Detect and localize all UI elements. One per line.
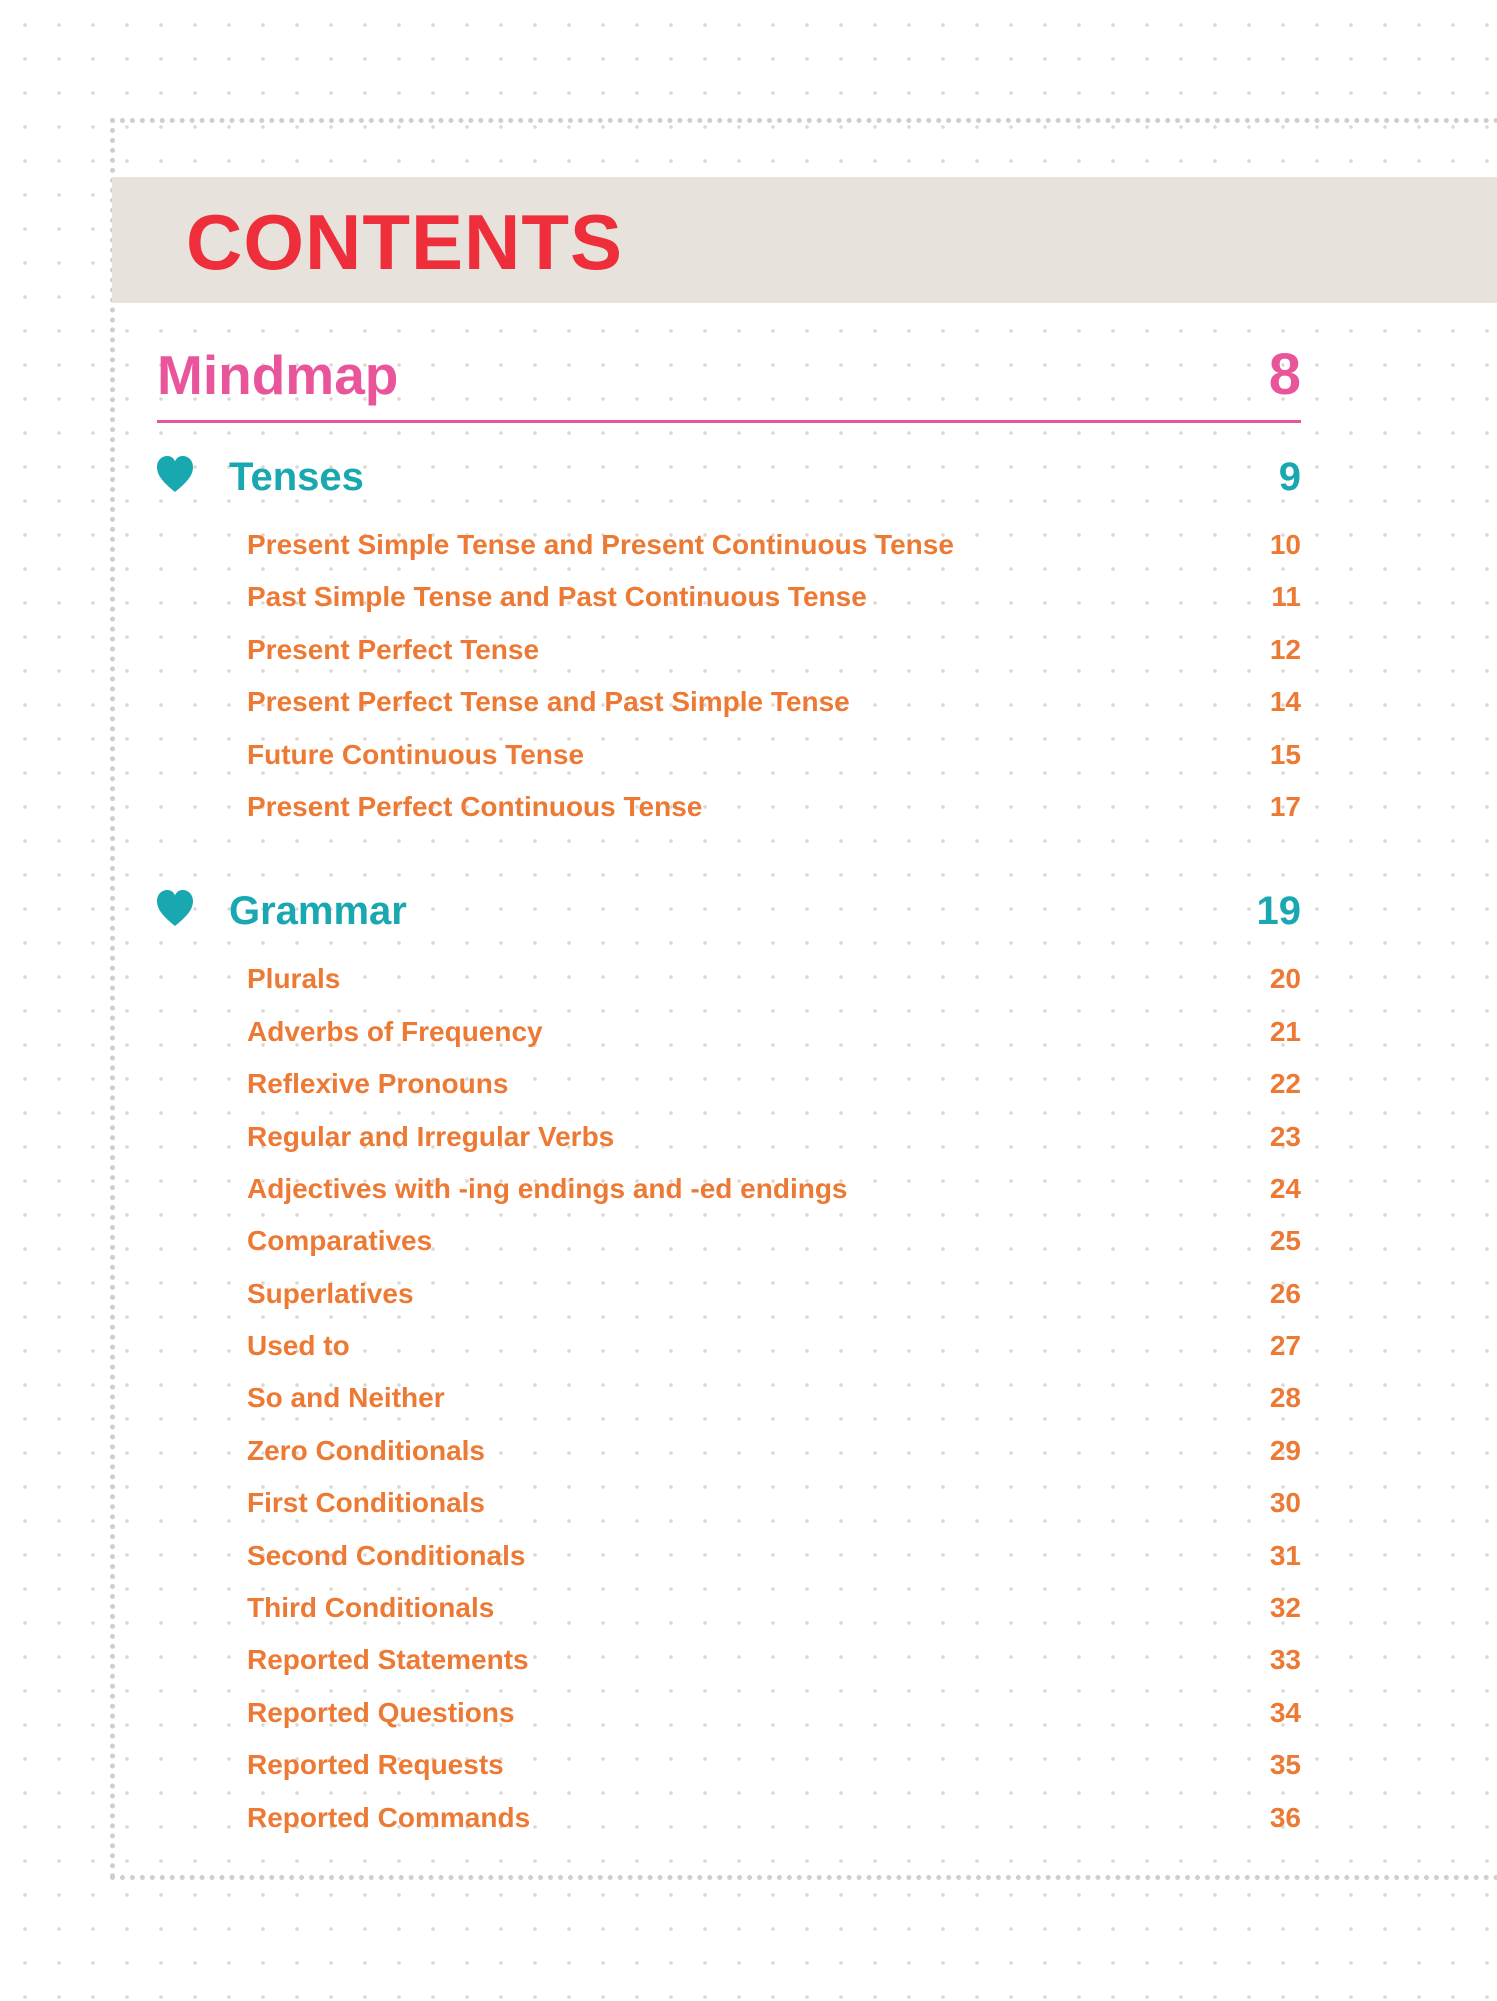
toc-mindmap-label: Mindmap	[157, 344, 399, 406]
toc-entry[interactable]	[157, 957, 1301, 1009]
toc-entry-page: 29	[1269, 1434, 1301, 1466]
toc-entry-label: Present Perfect Continuous Tense	[247, 790, 703, 822]
toc-entry-page: 11	[1271, 581, 1301, 613]
toc-entry-page: 20	[1269, 963, 1301, 995]
toc-entry[interactable]	[157, 1062, 1301, 1114]
toc-section-page: 19	[1256, 889, 1301, 934]
toc-section-grammar	[157, 883, 1301, 1848]
toc-entry[interactable]	[157, 1429, 1301, 1481]
toc-entry[interactable]	[157, 628, 1301, 680]
toc-entry-label: First Conditionals	[247, 1487, 485, 1519]
toc-entry-page: 32	[1269, 1592, 1301, 1624]
toc-entry[interactable]	[157, 1743, 1301, 1795]
toc-entry-page: 33	[1269, 1644, 1301, 1676]
toc-entry[interactable]	[157, 1219, 1301, 1271]
toc-entry[interactable]	[157, 1115, 1301, 1167]
toc-entry-page: 21	[1269, 1015, 1301, 1047]
toc-entry[interactable]	[157, 1586, 1301, 1638]
toc-entry-page: 31	[1269, 1539, 1301, 1571]
toc-entry-page: 14	[1269, 686, 1301, 718]
heart-icon	[155, 889, 195, 929]
toc-entry[interactable]	[157, 1481, 1301, 1533]
toc-entry-label: Reported Statements	[247, 1644, 529, 1676]
toc-entry-page: 35	[1269, 1749, 1301, 1781]
toc-entry[interactable]	[157, 1534, 1301, 1586]
toc-entry[interactable]	[157, 1010, 1301, 1062]
toc-section-label: Grammar	[229, 889, 407, 934]
toc-entry-page: 30	[1269, 1487, 1301, 1519]
toc-entry-label: Present Perfect Tense	[247, 633, 540, 665]
toc-entry-label: Future Continuous Tense	[247, 738, 585, 770]
toc-section-page: 9	[1278, 455, 1301, 499]
toc-entry-page: 22	[1269, 1068, 1301, 1100]
toc-entry-label: Present Simple Tense and Present Continuous Tense	[247, 529, 954, 560]
toc-entry-page: 24	[1269, 1172, 1301, 1204]
toc-entry-label: Reported Questions	[247, 1696, 515, 1728]
toc-entry-list	[157, 523, 1301, 837]
toc-entry-page: 17	[1269, 790, 1301, 822]
toc-entry[interactable]	[157, 1691, 1301, 1743]
toc-entry[interactable]	[157, 1324, 1301, 1376]
toc-entry-page: 36	[1269, 1801, 1301, 1833]
toc-entry-page: 27	[1269, 1330, 1301, 1362]
toc-entry-label: Adverbs of Frequency	[247, 1015, 543, 1047]
toc-mindmap-row[interactable]	[157, 340, 1301, 423]
toc-entry-list	[157, 957, 1301, 1848]
toc-entry-label: Regular and Irregular Verbs	[247, 1120, 615, 1152]
toc-entry-label: Second Conditionals	[247, 1539, 526, 1571]
toc-entry-page: 34	[1269, 1696, 1301, 1728]
title-banner	[112, 177, 1497, 303]
toc-entry-page: 12	[1269, 633, 1301, 665]
toc-section-label: Tenses	[229, 455, 364, 499]
toc-mindmap-page: 8	[1268, 342, 1301, 407]
toc-section-tenses	[157, 449, 1301, 837]
toc-entry-page: 10	[1269, 529, 1301, 560]
toc-entry[interactable]	[157, 523, 1301, 575]
toc-entry-page: 23	[1269, 1120, 1301, 1152]
toc-entry[interactable]	[157, 1376, 1301, 1428]
toc-section-heading[interactable]	[157, 883, 1301, 949]
toc-entry-page: 26	[1269, 1277, 1301, 1309]
toc-entry-label: Reported Requests	[247, 1749, 504, 1781]
toc-entry-label: Adjectives with -ing endings and -ed endings	[247, 1172, 848, 1204]
toc-entry[interactable]	[157, 1796, 1301, 1848]
toc-entry[interactable]	[157, 1167, 1301, 1219]
toc-entry-label: Reflexive Pronouns	[247, 1068, 509, 1100]
toc-entry-label: Present Perfect Tense and Past Simple Tense	[247, 686, 850, 718]
toc-entry-label: Superlatives	[247, 1277, 414, 1309]
toc-entry-label: Third Conditionals	[247, 1592, 495, 1624]
toc-entry[interactable]	[157, 1272, 1301, 1324]
toc-entry[interactable]	[157, 733, 1301, 785]
toc-section-heading[interactable]	[157, 449, 1301, 515]
toc-entry-label: Reported Commands	[247, 1801, 531, 1833]
toc-entry-page: 28	[1269, 1382, 1301, 1414]
toc-entry-page: 15	[1269, 738, 1301, 770]
toc-entry[interactable]	[157, 575, 1301, 627]
toc-entry-label: Zero Conditionals	[247, 1434, 485, 1466]
toc-entry[interactable]	[157, 785, 1301, 837]
toc-entry-label: Used to	[247, 1330, 350, 1362]
toc-entry-label: Plurals	[247, 963, 341, 995]
toc-entry-label: Comparatives	[247, 1225, 433, 1257]
table-of-contents	[157, 340, 1301, 1848]
heart-icon	[155, 455, 195, 495]
toc-entry-page: 25	[1269, 1225, 1301, 1257]
toc-entry-label: Past Simple Tense and Past Continuous Tense	[247, 581, 867, 613]
toc-entry[interactable]	[157, 1638, 1301, 1690]
toc-entry-label: So and Neither	[247, 1382, 445, 1414]
toc-entry[interactable]	[157, 680, 1301, 732]
page-title: CONTENTS	[186, 198, 623, 286]
